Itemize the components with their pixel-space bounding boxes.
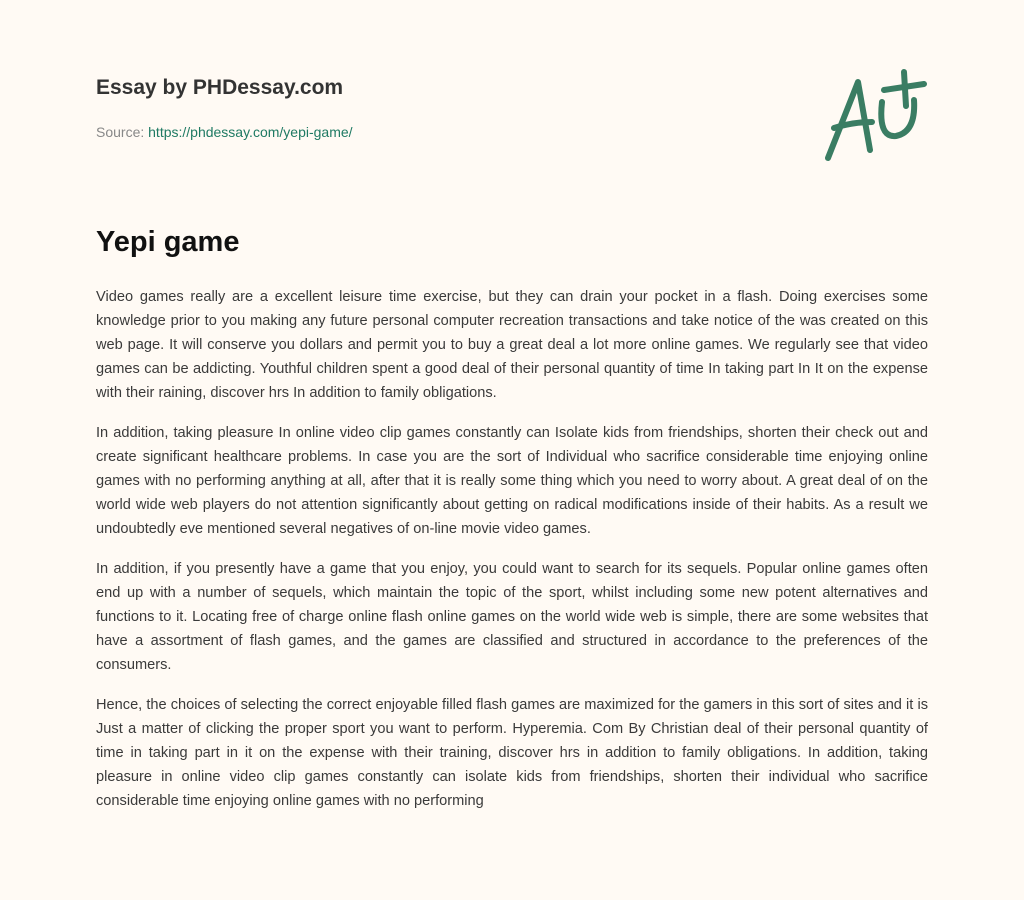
source-link[interactable]: https://phdessay.com/yepi-game/: [148, 124, 353, 140]
paragraph: Video games really are a excellent leisure time exercise, but they can drain your pocket in a flash. Doing exercises some knowledge prior to you making any future personal computer recreation transactions and take notice of the was created on this web page. It will conserve you dollars and permit you to buy a great deal a lot more online games. We regularly see that video games can be addicting. Youthful children spent a good deal of their personal quantity of time In taking part In It on the expense with their raining, discover hrs In addition to family obligations.: [96, 289, 928, 401]
paragraph: Hence, the choices of selecting the correct enjoyable filled flash games are maximized for the gamers in this sort of sites and it is Just a matter of clicking the proper sport you want to perform. Hyperemia. Com By Christian deal of their personal quantity of time in taking part in it on the expense with their training, discover hrs in addition to family obligations. In addition, taking pleasure in online video clip games constantly can isolate kids from friendships, shorten their individual who sacrifice considerable time enjoying online games with no performing: [96, 697, 928, 809]
site-title: Essay by PHDessay.com: [96, 76, 344, 99]
paragraph: In addition, taking pleasure In online video clip games constantly can Isolate kids from friendships, shorten their check out and create significant healthcare problems. In case you are the sort of Individual who sacrifice considerable time enjoying online games with no performing anything at all, after that it is really some thing which you need to worry about. A great deal of on the world wide web players do not attention significantly about getting on radical modifications inside of their habits. As a result we undoubtedly eve mentioned several negatives of on-line movie video games.: [96, 425, 928, 537]
article-title: Yepi game: [96, 226, 240, 258]
paragraph: In addition, if you presently have a game that you enjoy, you could want to search for its sequels. Popular online games often end up with a number of sequels, which maintain the topic of the sport, whilst including some new potent alternatives and functions to it. Locating free of charge online flash online games on the world wide web is simple, there are some websites that have a assortment of flash games, and the games are classified and structured in accordance to the preferences of the consumers.: [96, 561, 928, 673]
source-label: Source:: [96, 124, 145, 140]
article-body: [96, 285, 928, 829]
a-plus-logo-icon: [820, 66, 930, 166]
source-line: [96, 124, 353, 140]
